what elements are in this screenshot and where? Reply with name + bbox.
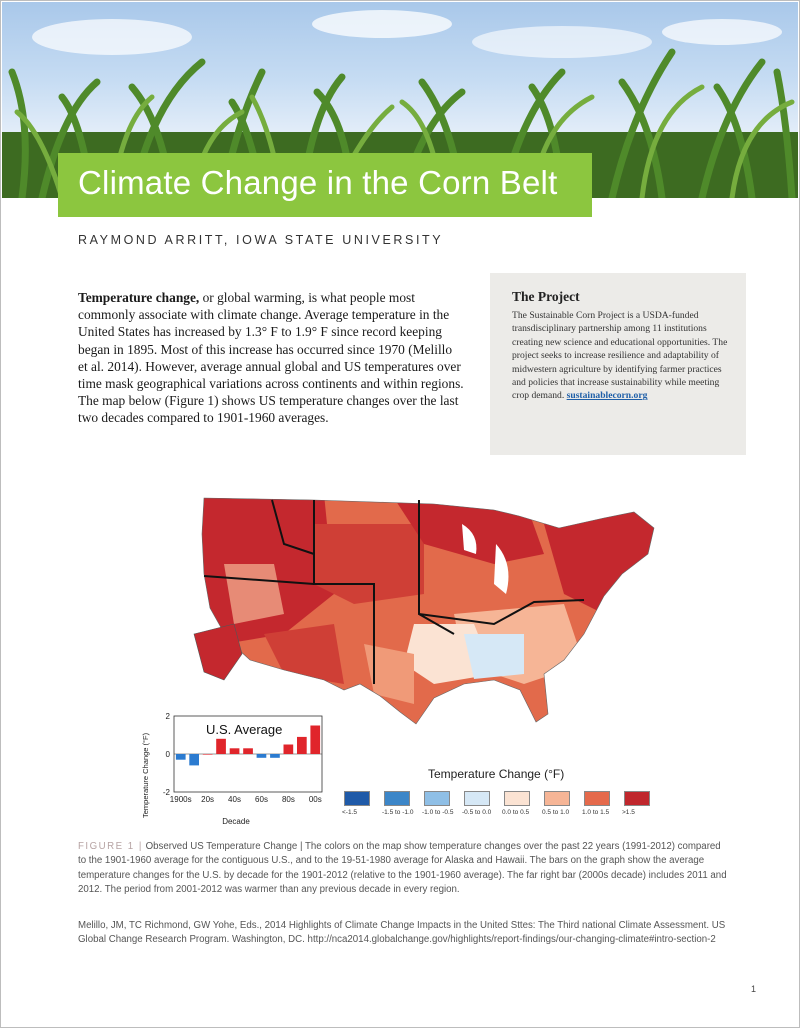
- chart-y-tick-label: 2: [165, 712, 170, 721]
- legend-swatch: [624, 791, 650, 806]
- chart-x-tick-label: 80s: [281, 795, 295, 804]
- legend-swatch: [424, 791, 450, 806]
- intro-body: or global warming, is what people most commonly associate with climate change. Average temperature in the United States has increased by 1.3° F to 1.9° F since record keeping began in 1895. Most of this increase has occurred since 1970 (Melillo et al. 2014). However, average annual global and US temperatures over time mask geographical variations across continents and within regions. The map below (Figure 1) shows US temperature changes over the last two decades compared to 1901-1960 averages.: [78, 290, 464, 426]
- legend-swatch: [344, 791, 370, 806]
- chart-x-tick-label: 1900s: [169, 795, 192, 804]
- legend-swatch: [384, 791, 410, 806]
- chart-x-tick-label: 60s: [255, 795, 268, 804]
- us-temperature-map: [164, 484, 664, 734]
- chart-bar-1900s: [176, 754, 186, 760]
- legend-label: -1.0 to -0.5: [422, 809, 454, 816]
- project-sidebox: [490, 273, 746, 455]
- sidebox-body: [512, 309, 734, 403]
- author-byline: RAYMOND ARRITT, IOWA STATE UNIVERSITY: [78, 233, 444, 247]
- legend-swatch: [464, 791, 490, 806]
- chart-y-tick-label: -2: [162, 788, 170, 797]
- chart-bar-1990s: [297, 737, 307, 754]
- legend-swatch: [504, 791, 530, 806]
- chart-bar-2000s: [310, 726, 320, 755]
- sidebox-text: The Sustainable Corn Project is a USDA-funded transdisciplinary partnership among 11 institutions creating new science and educational opportunities. The project seeks to increase resilience and adaptability of midwestern agriculture by identifying farmer practices and policies that increase sustainability while meeting crop demand.: [512, 310, 728, 402]
- sidebox-link[interactable]: sustainablecorn.org: [566, 390, 648, 402]
- legend-swatch: [544, 791, 570, 806]
- caption-text: Observed US Temperature Change | The colors on the map show temperature changes over the past 22 years (1991-2012) compared to the 1901-1960 average for the contiguous U.S., and to the 19-51-1980 average for Alaska and Hawaii. The bars on the graph show the average temperature changes for the U.S. by decade for the 1901-2012 (relative to the 1901-1960 average). The far right bar (2000s decade) includes 2011 and 2012. The period from 2001-2012 was warmer than any previous decade in every region.: [78, 841, 727, 895]
- legend-title: Temperature Change (°F): [428, 767, 565, 781]
- legend-label: -1.5 to -1.0: [382, 809, 414, 816]
- sidebox-title: The Project: [512, 289, 580, 304]
- page-number: 1: [751, 984, 757, 994]
- legend-label: 1.0 to 1.5: [582, 809, 610, 816]
- chart-x-tick-label: 20s: [201, 795, 215, 804]
- chart-y-axis-label: Temperature Change (°F): [141, 732, 150, 818]
- legend-swatch: [584, 791, 610, 806]
- chart-x-axis-label: Decade: [222, 817, 250, 826]
- chart-x-tick-label: 40s: [228, 795, 241, 804]
- chart-bar-1940s: [230, 748, 240, 754]
- figure-label: FIGURE 1 |: [78, 841, 143, 852]
- intro-paragraph: [78, 289, 464, 427]
- chart-title: U.S. Average: [206, 722, 283, 737]
- legend-label: >1.5: [622, 809, 635, 816]
- reference-citation: Melillo, JM, TC Richmond, GW Yohe, Eds., 2014 Highlights of Climate Change Impacts in the United Sttes: The Third national Climate Assessment. US Global Change Research Program. Washington, DC. http://nca2014.globalchange.gov/highlights/report-findings/our-changing-climate#intro-section-2: [78, 920, 726, 946]
- legend-label: 0.5 to 1.0: [542, 809, 570, 816]
- map-legend: [340, 763, 670, 823]
- chart-y-tick-label: 0: [165, 750, 170, 759]
- legend-label: 0.0 to 0.5: [502, 809, 530, 816]
- chart-bar-1970s: [270, 754, 280, 758]
- chart-bar-1980s: [284, 745, 294, 755]
- chart-bar-1910s: [189, 754, 199, 765]
- intro-lead: Temperature change,: [78, 290, 200, 305]
- legend-label: -0.5 to 0.0: [462, 809, 492, 816]
- chart-bar-1930s: [216, 739, 226, 754]
- chart-bar-1920s: [203, 754, 213, 755]
- us-average-chart: [136, 710, 326, 828]
- title-banner: [58, 153, 592, 217]
- figure-caption: [78, 840, 728, 897]
- chart-bar-1960s: [257, 754, 267, 758]
- legend-label: <-1.5: [342, 809, 357, 816]
- chart-x-tick-label: 00s: [308, 795, 322, 804]
- chart-bar-1950s: [243, 748, 253, 754]
- page-title: Climate Change in the Corn Belt: [78, 164, 558, 201]
